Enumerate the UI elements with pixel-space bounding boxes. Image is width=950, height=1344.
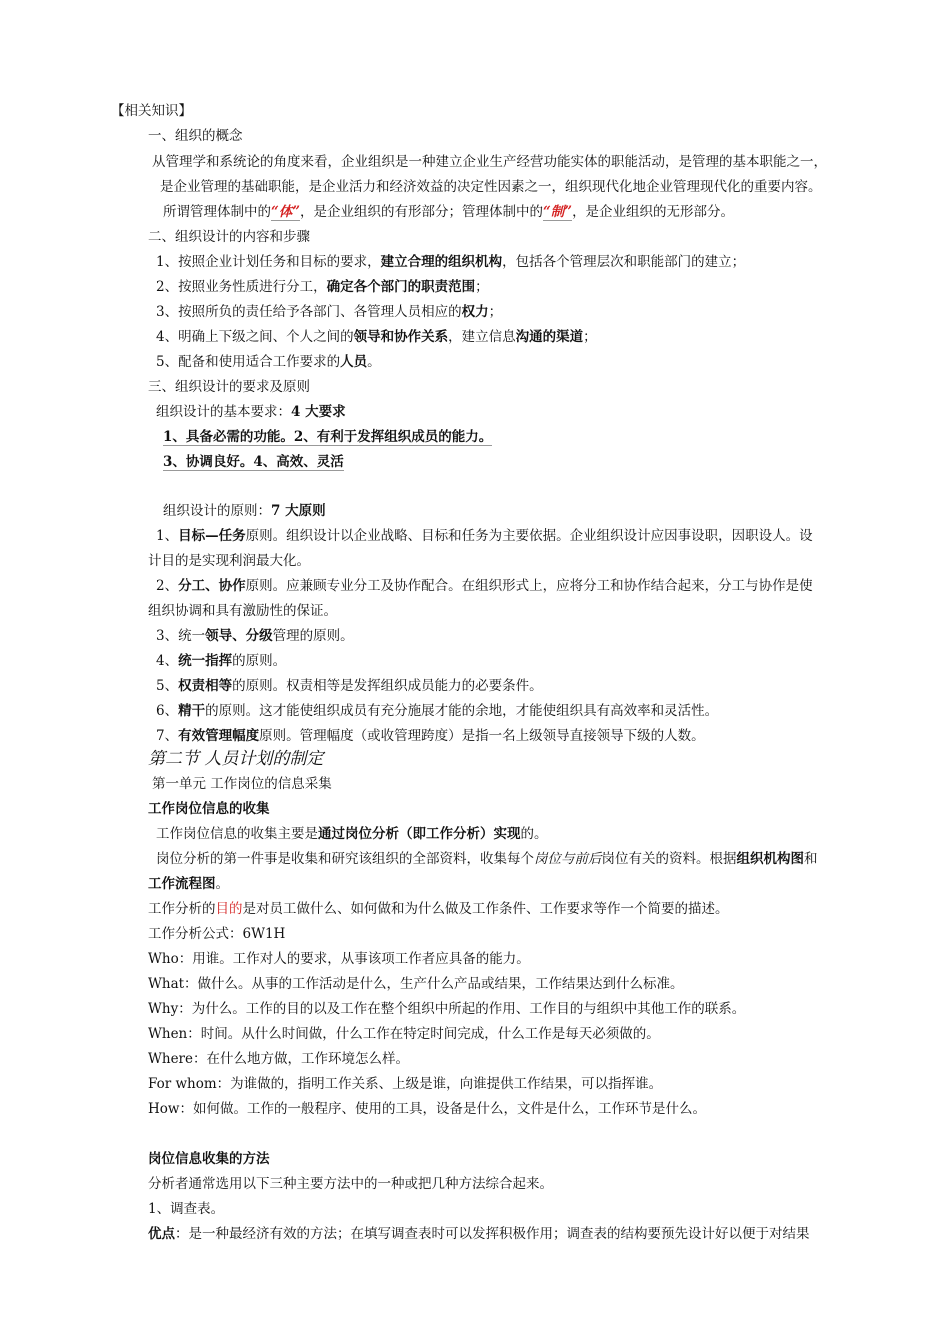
text-span: 。 (215, 876, 229, 892)
text-span: 2、按照业务性质进行分工， (156, 279, 327, 295)
text-span: 4、明确上下级之间、个人之间的 (156, 329, 354, 345)
text-span: 岗位有关的资料。根据 (601, 851, 737, 867)
text-span: ； (488, 304, 503, 320)
text-span: 1、按照企业计划任务和目标的要求， (156, 254, 381, 270)
w-item: What：做什么。从事的工作活动是什么，生产什么产品或结果，工作结果达到什么标准。 (148, 976, 684, 992)
text-span: 3、按照所负的责任给予各部门、各管理人员相应的 (156, 304, 462, 320)
paragraph (148, 875, 229, 893)
text-span: 工作岗位信息的收集主要是 (156, 826, 318, 842)
text-span: 3、统一 (156, 628, 206, 644)
bold-span: 工作流程图 (148, 876, 216, 892)
text-span: 工作分析的 (148, 901, 216, 917)
principle-item (156, 527, 813, 545)
principle-item (156, 577, 813, 595)
italic-span: 岗位与前后 (534, 851, 602, 867)
list-item (156, 253, 745, 271)
bold-span: 通过岗位分析（即工作分析）实现 (318, 826, 521, 842)
method-item: 1、调查表。 (148, 1201, 225, 1217)
heading-design-steps: 二、组织设计的内容和步骤 (148, 229, 310, 245)
text-span: ，是企业组织的有形部分；管理体制中的 (300, 204, 544, 220)
paragraph (163, 203, 734, 221)
text-span: 组织设计的原则： (163, 503, 271, 519)
text-span: 原则。应兼顾专业分工及协作配合。在组织形式上，应将分工和协作结合起来，分工与协作是使 (245, 578, 813, 594)
bold-span: 领导、分级 (205, 628, 273, 644)
section-header: 【相关知识】 (111, 103, 192, 119)
text-span: 1、 (156, 528, 179, 544)
bold-span: 统一指挥 (178, 653, 233, 669)
section-title: 第二节 人员计划的制定 (148, 749, 324, 769)
text-span: ，包括各个管理层次和职能部门的建立； (502, 254, 746, 270)
unit-title: 第一单元 工作岗位的信息采集 (152, 776, 332, 792)
paragraph (156, 825, 548, 843)
text-span: ，是企业组织的无形部分。 (572, 204, 735, 220)
underlined-span: 3、协调良好。4、高效、灵活 (163, 454, 344, 470)
bold-span: 权力 (461, 304, 489, 320)
requirements-line-1 (163, 428, 492, 446)
list-item (156, 278, 489, 296)
bold-span: 4 大要求 (291, 404, 346, 420)
bold-span: 组织机构图 (736, 851, 804, 867)
text-span: 。 (367, 354, 381, 370)
formula-line: 工作分析公式：6W1H (148, 926, 286, 942)
heading-org-concept: 一、组织的概念 (148, 128, 243, 144)
bold-span: 精干 (178, 703, 206, 719)
bold-span: 目标—任务 (178, 528, 246, 544)
paragraph (156, 403, 346, 421)
paragraph: 是企业管理的基础职能，是企业活力和经济效益的决定性因素之一，组织现代化地企业管理现代化的重要内容。 (160, 179, 822, 195)
text-span: 2、 (156, 578, 179, 594)
text-span: 5、 (156, 678, 179, 694)
bold-span: 沟通的渠道 (515, 329, 584, 345)
text-span: ：是一种最经济有效的方法；在填写调查表时可以发挥积极作用；调查表的结构要预先设计好以便于对结果 (175, 1226, 810, 1242)
list-item (156, 328, 597, 346)
emphasis-ti: “体” (271, 204, 301, 220)
principle-item (156, 627, 354, 645)
w-item: How：如何做。工作的一般程序、使用的工具，设备是什么，文件是什么，工作环节是什么。 (148, 1101, 706, 1117)
paragraph: 分析者通常选用以下三种主要方法中的一种或把几种方法综合起来。 (148, 1176, 553, 1192)
bold-span: 分工、协作 (178, 578, 246, 594)
bold-span: 人员 (340, 354, 368, 370)
bold-span: 7 大原则 (271, 503, 326, 519)
subheading-methods: 岗位信息收集的方法 (148, 1151, 270, 1167)
underlined-span: 1、具备必需的功能。2、有利于发挥组织成员的能力。 (163, 429, 493, 445)
principle-item-cont: 组织协调和具有激励性的保证。 (148, 603, 337, 619)
text-span: 岗位分析的第一件事是收集和研究该组织的全部资料，收集每个 (156, 851, 534, 867)
w-item: Why：为什么。工作的目的以及工作在整个组织中所起的作用、工作目的与组织中其他工作的联系。 (148, 1001, 746, 1017)
bold-span: 有效管理幅度 (178, 728, 260, 744)
paragraph (148, 1225, 810, 1243)
paragraph (148, 900, 729, 918)
bold-span: 优点 (148, 1226, 175, 1242)
text-span: ，建立信息 (448, 329, 516, 345)
red-span: 目的 (215, 901, 243, 917)
list-item (156, 353, 381, 371)
w-item: Who：用谁。工作对人的要求，从事该项工作者应具备的能力。 (148, 951, 530, 967)
principle-item (156, 702, 718, 720)
text-span: 6、 (156, 703, 179, 719)
bold-span: 建立合理的组织机构 (380, 254, 503, 270)
text-span: ； (583, 329, 597, 345)
text-span: 管理的原则。 (272, 628, 354, 644)
principle-item (156, 727, 705, 745)
text-span: 的。 (520, 826, 548, 842)
principle-item-cont: 计目的是实现利润最大化。 (148, 553, 310, 569)
bold-span: 领导和协作关系 (353, 329, 449, 345)
paragraph (156, 850, 818, 868)
text-span: 5、配备和使用适合工作要求的 (156, 354, 341, 370)
text-span: 原则。组织设计以企业战略、目标和任务为主要依据。企业组织设计应因事设职，因职设人。设 (245, 528, 813, 544)
text-span: 和 (804, 851, 818, 867)
w-item: For whom：为谁做的，指明工作关系、上级是谁，向谁提供工作结果，可以指挥谁。 (148, 1076, 663, 1092)
emphasis-zhi: “制” (543, 204, 573, 220)
text-span: 所谓管理体制中的 (163, 204, 271, 220)
principle-item (156, 652, 286, 670)
text-span: ； (475, 279, 489, 295)
requirements-line-2 (163, 453, 344, 471)
text-span: 的原则。 (232, 653, 287, 669)
text-span: 的原则。权责相等是发挥组织成员能力的必要条件。 (232, 678, 543, 694)
paragraph: 从管理学和系统论的角度来看，企业组织是一种建立企业生产经营功能实体的职能活动，是管理的基本职能之一， (152, 154, 827, 170)
list-item (156, 303, 502, 321)
principle-item (156, 677, 543, 695)
subheading: 工作岗位信息的收集 (148, 801, 270, 817)
text-span: 是对员工做什么、如何做和为什么做及工作条件、工作要求等作一个简要的描述。 (242, 901, 729, 917)
w-item: Where：在什么地方做，工作环境怎么样。 (148, 1051, 410, 1067)
w-item: When：时间。从什么时间做，什么工作在特定时间完成，什么工作是每天必须做的。 (148, 1026, 660, 1042)
text-span: 组织设计的基本要求： (156, 404, 291, 420)
bold-span: 确定各个部门的职责范围 (326, 279, 476, 295)
heading-design-principles: 三、组织设计的要求及原则 (148, 379, 310, 395)
text-span: 7、 (156, 728, 179, 744)
text-span: 4、 (156, 653, 179, 669)
text-span: 原则。管理幅度（或收管理跨度）是指一名上级领导直接领导下级的人数。 (259, 728, 705, 744)
paragraph (163, 502, 326, 520)
text-span: 的原则。这才能使组织成员有充分施展才能的余地，才能使组织具有高效率和灵活性。 (205, 703, 719, 719)
bold-span: 权责相等 (178, 678, 233, 694)
